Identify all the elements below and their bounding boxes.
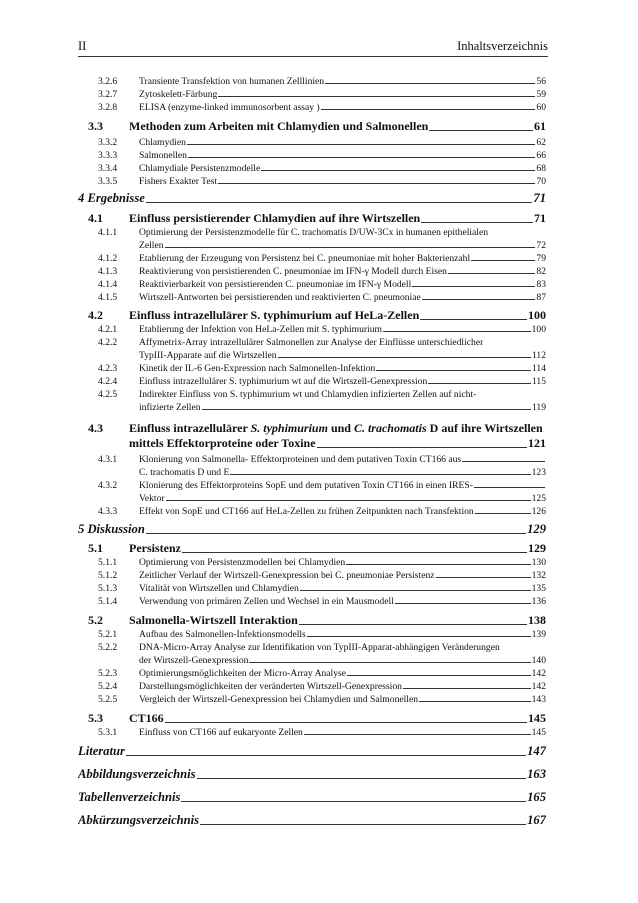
toc-entry-4-3-1-continuation[interactable]: C. trachomatis D und E 123 <box>139 467 546 478</box>
toc-entry-5-2[interactable]: 5.2 Salmonella-Wirtszell Interaktion 138 <box>88 613 546 627</box>
toc-chapter-5[interactable]: 5 Diskussion 129 <box>78 522 546 536</box>
toc-entry-3-3-5[interactable]: 3.3.5 Fishers Exakter Test 70 <box>98 176 546 187</box>
leader-line <box>187 144 536 145</box>
toc-entry-3-3[interactable]: 3.3 Methoden zum Arbeiten mit Chlamydien und Salmonellen 61 <box>88 119 546 133</box>
leader-line <box>420 319 527 320</box>
toc-entry-5-2-2[interactable]: 5.2.2 DNA-Micro-Array Analyse zur Identifikation von TypIII-Apparat-abhängigen Veränderungen <box>98 642 500 653</box>
toc-entry-3-3-2[interactable]: 3.3.2 Chlamydien 62 <box>98 137 546 148</box>
toc-entry-4-2-4[interactable]: 4.2.4 Einfluss intrazellulärer S. typhimurium wt auf die Wirtszell-Genexpression 115 <box>98 376 546 387</box>
toc-entry-4-3-2-continuation[interactable]: Vektor 125 <box>139 493 546 504</box>
leader-line <box>395 603 531 604</box>
leader-line <box>182 552 527 553</box>
leader-line <box>166 500 531 501</box>
toc-entry-5-2-5[interactable]: 5.2.5 Vergleich der Wirtszell-Genexpression bei Chlamydien und Salmonellen 143 <box>98 694 546 705</box>
leader-line <box>307 636 531 637</box>
toc-entry-4-1-5[interactable]: 4.1.5 Wirtszell-Antworten bei persistierenden und reaktivierten C. pneumoniae 87 <box>98 292 546 303</box>
toc-entry-3-3-3[interactable]: 3.3.3 Salmonellen 66 <box>98 150 546 161</box>
leader-line <box>261 170 535 171</box>
toc-entry-4-2-5[interactable]: 4.2.5 Indirekter Einfluss von S. typhimurium wt und Chlamydien infizierten Zellen auf nicht- <box>98 389 477 400</box>
toc-entry-4-2-1[interactable]: 4.2.1 Etablierung der Infektion von HeLa-Zellen mit S. typhimurium 100 <box>98 324 546 335</box>
toc-entry-4-1-3[interactable]: 4.1.3 Reaktivierung von persistierenden C. pneumoniae im IFN-γ Modell durch Eisen 82 <box>98 266 546 277</box>
toc-entry-4-2-3[interactable]: 4.2.3 Kinetik der IL-6 Gen-Expression nach Salmonellen-Infektion 114 <box>98 363 546 374</box>
leader-line <box>436 577 531 578</box>
toc-entry-5-1-1[interactable]: 5.1.1 Optimierung von Persistenzmodellen bei Chlamydien 130 <box>98 557 546 568</box>
toc-entry-4-1-1-continuation[interactable]: Zellen 72 <box>139 240 546 251</box>
toc-entry-4-2-2-continuation[interactable]: TypIII-Apparate auf die Wirtszellen 112 <box>139 350 546 361</box>
leader-line <box>126 755 526 756</box>
toc-chapter-4[interactable]: 4 Ergebnisse 71 <box>78 191 546 205</box>
leader-line <box>325 83 535 84</box>
toc-entry-4-1-4[interactable]: 4.1.4 Reaktivierbarkeit von persistierenden C. pneumoniae im IFN-γ Modell 83 <box>98 279 546 290</box>
header-page-number: II <box>78 39 87 53</box>
leader-line <box>299 624 527 625</box>
toc-entry-4-3-2[interactable]: 4.3.2 Klonierung des Effektorproteins SopE und dem putativen Toxin CT166 in einen IRES- <box>98 478 546 491</box>
toc-entry-3-2-7[interactable]: 3.2.7 Zytoskelett-Färbung 59 <box>98 89 546 100</box>
toc-entry-5-2-4[interactable]: 5.2.4 Darstellungsmöglichkeiten der veränderten Wirtszell-Genexpression 142 <box>98 681 546 692</box>
leader-line <box>474 487 545 488</box>
toc-entry-5-1-4[interactable]: 5.1.4 Verwendung von primären Zellen und Wechsel in ein Mausmodell 136 <box>98 596 546 607</box>
leader-line <box>321 109 536 110</box>
leader-line <box>218 183 535 184</box>
leader-line <box>403 688 531 689</box>
leader-line <box>421 222 533 223</box>
leader-line <box>278 357 531 358</box>
toc-literatur[interactable]: Literatur 147 <box>78 744 546 758</box>
leader-line <box>300 590 531 591</box>
leader-line <box>383 331 531 332</box>
leader-line <box>471 260 535 261</box>
leader-line <box>347 675 531 676</box>
toc-entry-3-3-4[interactable]: 3.3.4 Chlamydiale Persistenzmodelle 68 <box>98 163 546 174</box>
leader-line <box>249 662 530 663</box>
toc-entry-5-3[interactable]: 5.3 CT166 145 <box>88 711 546 725</box>
leader-line <box>412 286 535 287</box>
header-title: Inhaltsverzeichnis <box>457 39 548 53</box>
leader-line <box>304 734 531 735</box>
leader-line <box>188 157 535 158</box>
leader-line <box>429 130 533 131</box>
toc-entry-5-2-3[interactable]: 5.2.3 Optimierungsmöglichkeiten der Micro-Array Analyse 142 <box>98 668 546 679</box>
toc-entry-5-1-3[interactable]: 5.1.3 Vitalität von Wirtszellen und Chlamydien 135 <box>98 583 546 594</box>
leader-line <box>419 701 531 702</box>
toc-entry-4-1-1[interactable]: 4.1.1 Optimierung der Persistenzmodelle für C. trachomatis D/UW-3Cx in humanen epithelialen <box>98 227 489 238</box>
leader-line <box>230 474 530 475</box>
toc-entry-3-2-6[interactable]: 3.2.6 Transiente Transfektion von humanen Zelllinien 56 <box>98 76 546 87</box>
leader-line <box>165 722 527 723</box>
leader-line <box>200 824 526 825</box>
toc-entry-4-3-1[interactable]: 4.3.1 Klonierung von Salmonella- Effektorproteinen und dem putativen Toxin CT166 aus <box>98 452 546 465</box>
toc-entry-5-2-1[interactable]: 5.2.1 Aufbau des Salmonellen-Infektionsmodells 139 <box>98 629 546 640</box>
toc-entry-4-2-5-continuation[interactable]: infizierte Zellen 119 <box>139 402 546 413</box>
leader-line <box>475 513 531 514</box>
toc-tabellenverzeichnis[interactable]: Tabellenverzeichnis 165 <box>78 790 546 804</box>
leader-line <box>202 409 531 410</box>
leader-line <box>181 801 526 802</box>
toc-entry-4-1-2[interactable]: 4.1.2 Etablierung der Erzeugung von Persistenz bei C. pneumoniae mit hoher Bakterienzahl 79 <box>98 253 546 264</box>
toc-entry-3-2-8[interactable]: 3.2.8 ELISA (enzyme-linked immunosorbent assay ) 60 <box>98 102 546 113</box>
leader-line <box>376 370 531 371</box>
leader-line <box>218 96 535 97</box>
toc-entry-4-3-continuation[interactable]: mittels Effektorproteine oder Toxine 121 <box>129 436 546 450</box>
toc-entry-4-3[interactable]: 4.3 Einfluss intrazellulärer S. typhimurium und C. trachomatis D auf ihre Wirtszellen <box>88 421 543 435</box>
toc-entry-5-3-1[interactable]: 5.3.1 Einfluss von CT166 auf eukaryonte Zellen 145 <box>98 727 546 738</box>
toc-entry-5-1[interactable]: 5.1 Persistenz 129 <box>88 541 546 555</box>
leader-line <box>346 564 530 565</box>
toc-entry-4-2-2[interactable]: 4.2.2 Affymetrix-Array intrazellulärer Salmonellen zur Analyse der Einflüsse unterschiedlicher <box>98 337 484 348</box>
leader-line <box>317 447 527 448</box>
leader-line <box>165 247 536 248</box>
leader-line <box>146 533 526 534</box>
leader-line <box>146 202 533 203</box>
toc-abkuerzungsverzeichnis[interactable]: Abkürzungsverzeichnis 167 <box>78 813 546 827</box>
toc-entry-5-2-2-continuation[interactable]: der Wirtszell-Genexpression 140 <box>139 655 546 666</box>
toc-entry-4-3-3[interactable]: 4.3.3 Effekt von SopE und CT166 auf HeLa-Zellen zu frühen Zeitpunkten nach Transfektion 126 <box>98 506 546 517</box>
leader-line <box>422 299 536 300</box>
leader-line <box>428 383 531 384</box>
toc-entry-4-1[interactable]: 4.1 Einfluss persistierender Chlamydien auf ihre Wirtszellen 71 <box>88 211 546 225</box>
toc-entry-5-1-2[interactable]: 5.1.2 Zeitlicher Verlauf der Wirtszell-Genexpression bei C. pneumoniae Persistenz 132 <box>98 570 546 581</box>
toc-entry-4-2[interactable]: 4.2 Einfluss intrazellulärer S. typhimurium auf HeLa-Zellen 100 <box>88 308 546 322</box>
toc-abbildungsverzeichnis[interactable]: Abbildungsverzeichnis 163 <box>78 767 546 781</box>
leader-line <box>197 778 527 779</box>
leader-line <box>448 273 535 274</box>
leader-line <box>462 461 545 462</box>
